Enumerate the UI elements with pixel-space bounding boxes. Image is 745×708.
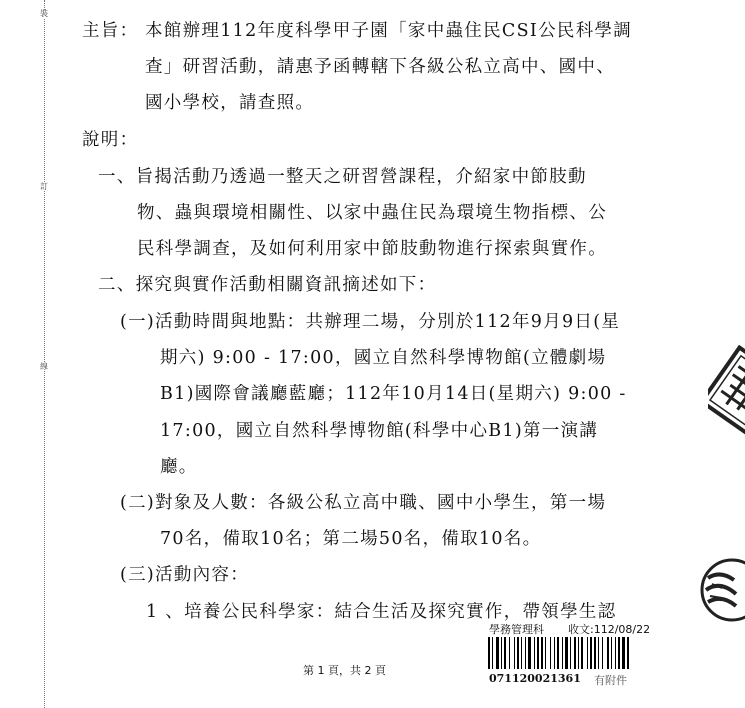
binding-mark-xian: 線 <box>40 362 48 371</box>
binding-mark-zhuang: 裝 <box>40 9 48 18</box>
binding-mark-ding: 訂 <box>40 182 48 191</box>
item1-line-2: 物、蟲與環境相關性、以家中蟲住民為環境生物指標、公 <box>137 203 607 223</box>
sub1-line-4: 17:00，國立自然科學博物館(科學中心B1)第一演講 <box>160 421 599 441</box>
registration-office: 學務管理科 <box>489 623 544 636</box>
page-number: 第 1 頁，共 2 頁 <box>303 664 386 677</box>
sub2-line-2: 70名，備取10名；第二場50名，備取10名。 <box>160 529 542 549</box>
subject-line-3: 國小學校，請查照。 <box>145 93 315 113</box>
sub3-heading: (三)活動內容： <box>120 565 250 585</box>
binding-dotted-line <box>44 0 45 708</box>
subject-label: 主旨： <box>82 21 139 41</box>
sub1-line-2: 期六) 9:00 - 17:00，國立自然科學博物館(立體劇場 <box>160 348 607 368</box>
attachment-note: 有附件 <box>594 674 627 687</box>
sub2-line-1: (二)對象及人數：各級公私立高中職、國中小學生，第一場 <box>120 493 607 513</box>
document-number: 071120021361 <box>489 672 581 685</box>
item2-heading: 二、探究與實作活動相關資訊摘述如下： <box>98 275 437 295</box>
document-barcode <box>488 637 656 669</box>
received-date: 收文:112/08/22 <box>568 623 651 636</box>
round-seal-stamp <box>698 556 745 628</box>
subject-line-2: 查」研習活動，請惠予函轉轄下各級公私立高中、國中、 <box>145 57 615 77</box>
sub1-line-1: (一)活動時間與地點：共辦理二場，分別於112年9月9日(星 <box>120 312 621 332</box>
sub1-line-3: B1)國際會議廳藍廳；112年10月14日(星期六) 9:00 - <box>160 384 627 404</box>
subject-line-1: 本館辦理112年度科學甲子園「家中蟲住民CSI公民科學調 <box>145 21 633 41</box>
sub3-point-1: 1 、培養公民科學家：結合生活及探究實作，帶領學生認 <box>146 602 617 622</box>
item1-line-3: 民科學調查，及如何利用家中節肢動物進行探索與實作。 <box>137 239 607 259</box>
sub1-line-5: 廳。 <box>160 457 198 477</box>
official-seal-stamp <box>708 340 745 436</box>
explanation-label: 說明： <box>82 130 139 150</box>
item1-line-1: 一、旨揭活動乃透過一整天之研習營課程，介紹家中節肢動 <box>98 167 587 187</box>
